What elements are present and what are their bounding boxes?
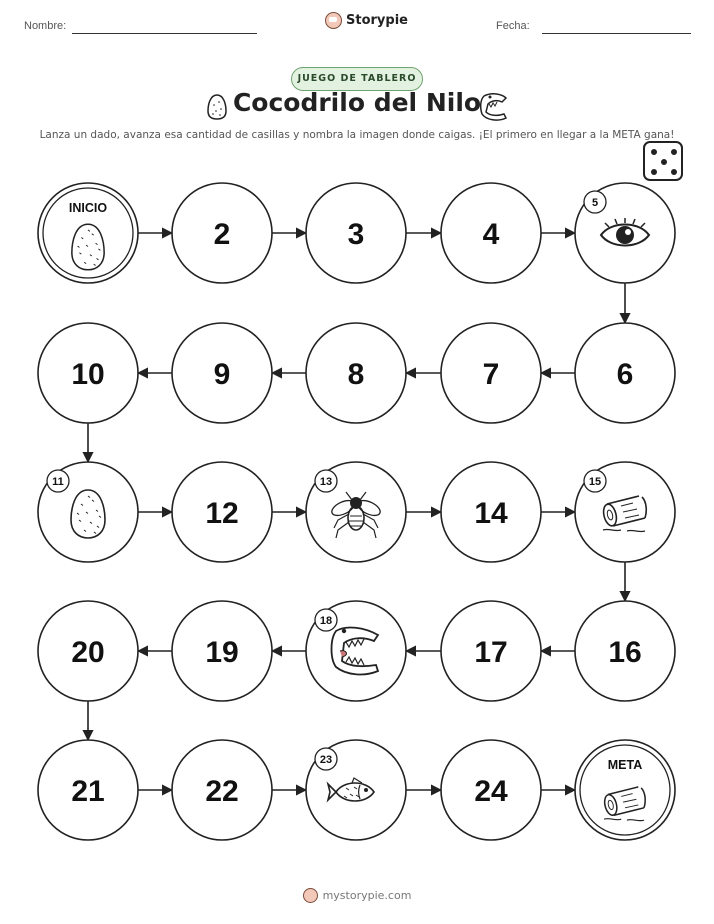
board-space-meta	[575, 740, 675, 840]
space-number: 21	[71, 775, 105, 808]
board-space-21	[38, 740, 138, 840]
space-number: 11	[52, 476, 64, 488]
board-space-6	[575, 323, 675, 423]
space-number: 17	[474, 636, 508, 669]
date-label: Fecha:	[496, 20, 530, 32]
board-space-17	[441, 601, 541, 701]
board-space-19	[172, 601, 272, 701]
board-space-15	[575, 462, 675, 562]
board-space-inicio	[38, 183, 138, 283]
board-space-18	[306, 601, 406, 701]
board-space-8	[306, 323, 406, 423]
page-title: Cocodrilo del Nilo	[232, 88, 482, 117]
space-number: 3	[347, 218, 365, 251]
space-number: 16	[608, 636, 642, 669]
board-space-3	[306, 183, 406, 283]
space-number: 15	[588, 476, 602, 488]
board-space-16	[575, 601, 675, 701]
space-number: 23	[319, 754, 333, 766]
board-space-22	[172, 740, 272, 840]
space-number: 18	[319, 615, 333, 627]
name-label: Nombre:	[24, 20, 67, 32]
board-space-11	[38, 462, 138, 562]
footer-url[interactable]: mystorypie.com	[322, 889, 412, 902]
space-number: 4	[482, 218, 500, 251]
space-number: 10	[71, 358, 105, 391]
instructions: Lanza un dado, avanza esa cantidad de casillas y nombra la imagen donde caigas. ¡El primero en llegar a la META gana!	[39, 129, 675, 141]
board-space-12	[172, 462, 272, 562]
space-label: META	[607, 758, 643, 772]
space-number: 8	[347, 358, 365, 391]
space-number: 20	[71, 636, 105, 669]
board-space-23	[306, 740, 406, 840]
space-number: 6	[616, 358, 634, 391]
category-badge: JUEGO DE TABLERO	[291, 67, 423, 91]
space-number: 7	[482, 358, 500, 391]
space-number: 12	[205, 497, 239, 530]
space-number: 2	[213, 218, 231, 251]
brand-name: Storypie	[346, 13, 408, 28]
space-number: 14	[474, 497, 508, 530]
footer	[0, 888, 714, 903]
space-label: INICIO	[68, 201, 108, 215]
board-space-10	[38, 323, 138, 423]
board-space-2	[172, 183, 272, 283]
board-space-13	[306, 462, 406, 562]
board-space-20	[38, 601, 138, 701]
board-space-5	[575, 183, 675, 283]
space-number: 24	[474, 775, 508, 808]
space-number: 19	[205, 636, 239, 669]
board-space-14	[441, 462, 541, 562]
space-number: 5	[591, 197, 599, 209]
space-number: 13	[319, 476, 333, 488]
board-space-9	[172, 323, 272, 423]
board-space-4	[441, 183, 541, 283]
board-space-24	[441, 740, 541, 840]
space-number: 22	[205, 775, 239, 808]
space-number: 9	[213, 358, 231, 391]
storypie-logo-icon	[303, 888, 318, 903]
board-space-7	[441, 323, 541, 423]
